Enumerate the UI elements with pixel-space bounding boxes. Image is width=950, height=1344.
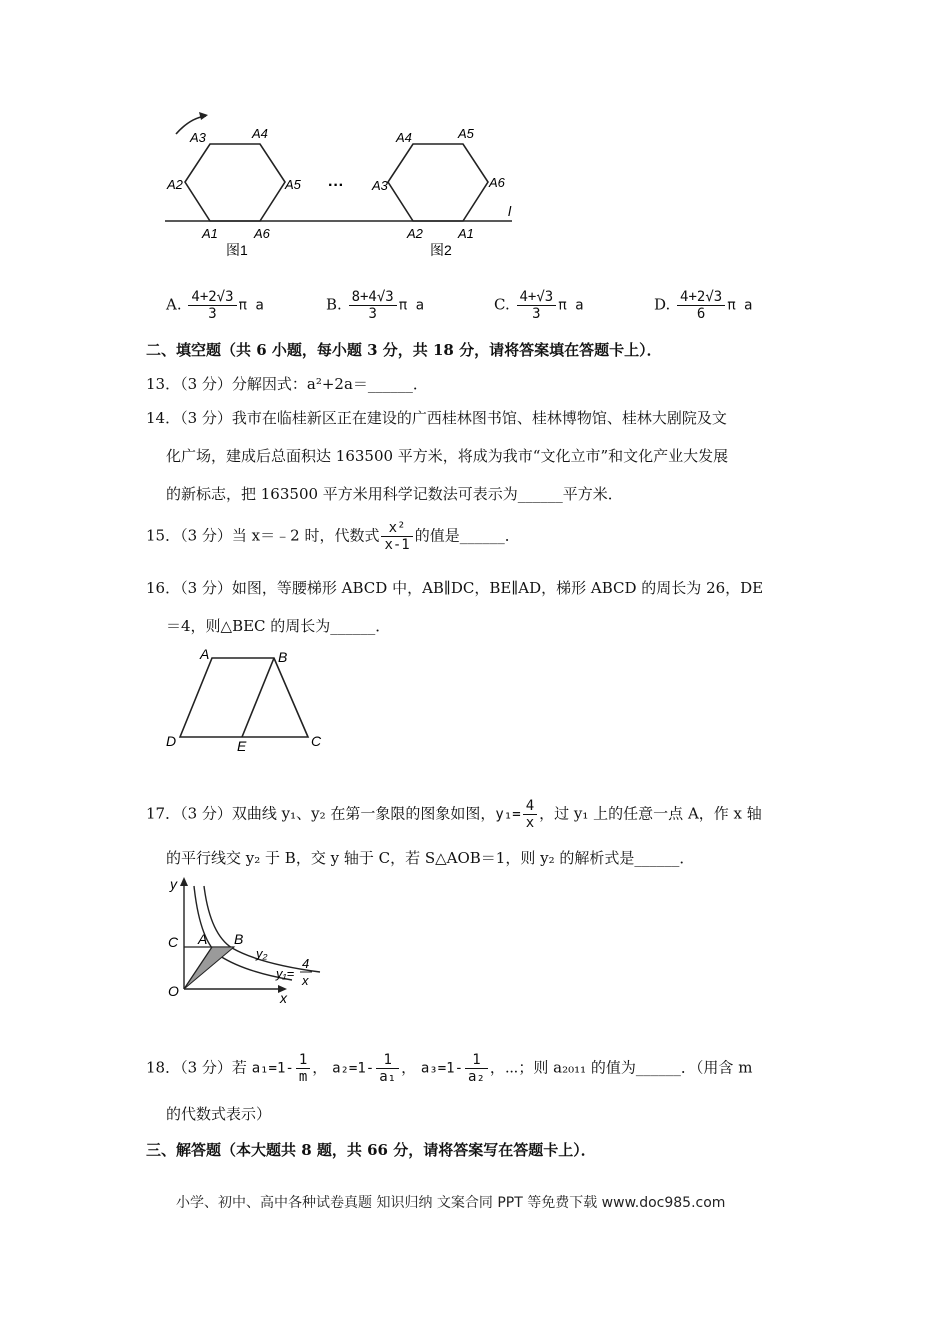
question-16-line2: ＝4，则△BEC 的周长为______． — [166, 617, 391, 635]
hexagon-rolling-figure — [150, 110, 530, 270]
origin-label: O — [168, 983, 179, 999]
question-13: 13．（3 分）分解因式：a²+2a＝______． — [146, 375, 428, 393]
label-B: B — [278, 649, 288, 665]
label-a2: A2 — [167, 177, 183, 192]
question-15: 15．（3 分）当 x＝﹣2 时，代数式 $\frac{\text{x²}}{x-1}$ 的值是______． — [146, 520, 520, 553]
question-18-line2: 的代数式表示） — [166, 1105, 272, 1123]
label-A: A — [198, 931, 208, 947]
question-14: 14．（3 分）我市在临桂新区正在建设的广西桂林图书馆、桂林博物馆、桂林大剧院及文 — [146, 409, 727, 427]
option-d: D. $\frac{4+2√3}{6}$ π a — [654, 289, 753, 322]
section-2-heading: 二、填空题（共 6 小题，每小题 3 分，共 18 分，请将答案填在答题卡上）． — [146, 341, 662, 359]
label-f2-a5: A5 — [458, 126, 474, 141]
label-f2-a1: A1 — [458, 226, 474, 241]
question-17: 17．（3 分）双曲线 y₁、y₂ 在第一象限的图象如图，y₁= $\frac{4}{x}$ ，过 y₁ 上的任意一点 A，作 x 轴 — [146, 798, 762, 831]
fig1-caption: 图1 — [226, 242, 248, 258]
axis-y-label: y — [170, 876, 177, 892]
label-a4: A4 — [252, 126, 268, 141]
label-B: B — [234, 931, 244, 947]
footer-text: 小学、初中、高中各种试卷真题 知识归纳 文案合同 PPT 等免费下载 www.doc985.com — [176, 1195, 726, 1211]
section-3-heading: 三、解答题（本大题共 8 题，共 66 分，请将答案写在答题卡上）． — [146, 1141, 596, 1159]
question-18: 18．（3 分）若 a₁=1- $\frac{1}{m}$ ， a₂=1- $\frac{1}{\text{a₁}}$ ， a₃=1- $\frac{1}{\text{a₂}}$ ，⋯；则 a₂₀₁₁ 的值为______．（用含 m — [146, 1052, 753, 1085]
label-a5: A5 — [285, 177, 301, 192]
label-y1-num: 4 — [302, 956, 310, 971]
label-E: E — [237, 738, 247, 754]
option-a: A. $\frac{4+2√3}{3}$ π a — [166, 289, 264, 322]
option-b: B. $\frac{8+4√3}{3}$ π a — [326, 289, 425, 322]
trapezoid-figure — [160, 645, 340, 755]
ellipsis: ··· — [328, 177, 344, 194]
label-C: C — [168, 934, 179, 950]
question-14-line3: 的新标志，把 163500 平方米用科学记数法可表示为______平方米． — [166, 485, 623, 503]
q12-options — [166, 277, 806, 323]
label-f2-a3: A3 — [372, 178, 388, 193]
label-y1: y₁= — [276, 966, 295, 981]
label-A: A — [200, 646, 210, 662]
option-c: C. $\frac{4+√3}{3}$ π a — [494, 289, 584, 322]
question-17-line2: 的平行线交 y₂ 于 B，交 y 轴于 C，若 S△AOB＝1，则 y₂ 的解析式是______． — [166, 849, 695, 867]
line-label-l: l — [508, 203, 512, 219]
hyperbola-figure — [160, 872, 340, 1007]
label-f2-a2: A2 — [407, 226, 423, 241]
label-D: D — [166, 733, 177, 749]
label-a1: A1 — [202, 226, 218, 241]
label-a3: A3 — [190, 130, 206, 145]
label-a6: A6 — [254, 226, 270, 241]
label-f2-a4: A4 — [396, 130, 412, 145]
label-y2: y₂ — [256, 946, 268, 961]
label-f2-a6: A6 — [489, 175, 505, 190]
label-y1-den: x — [302, 973, 309, 988]
question-14-line2: 化广场，建成后总面积达 163500 平方米，将成为我市“文化立市”和文化产业大发展 — [166, 447, 729, 465]
question-16: 16．（3 分）如图，等腰梯形 ABCD 中，AB∥DC，BE∥AD，梯形 ABCD 的周长为 26，DE — [146, 579, 764, 597]
label-C: C — [311, 733, 322, 749]
axis-x-label: x — [280, 990, 287, 1006]
fig2-caption: 图2 — [430, 242, 452, 258]
